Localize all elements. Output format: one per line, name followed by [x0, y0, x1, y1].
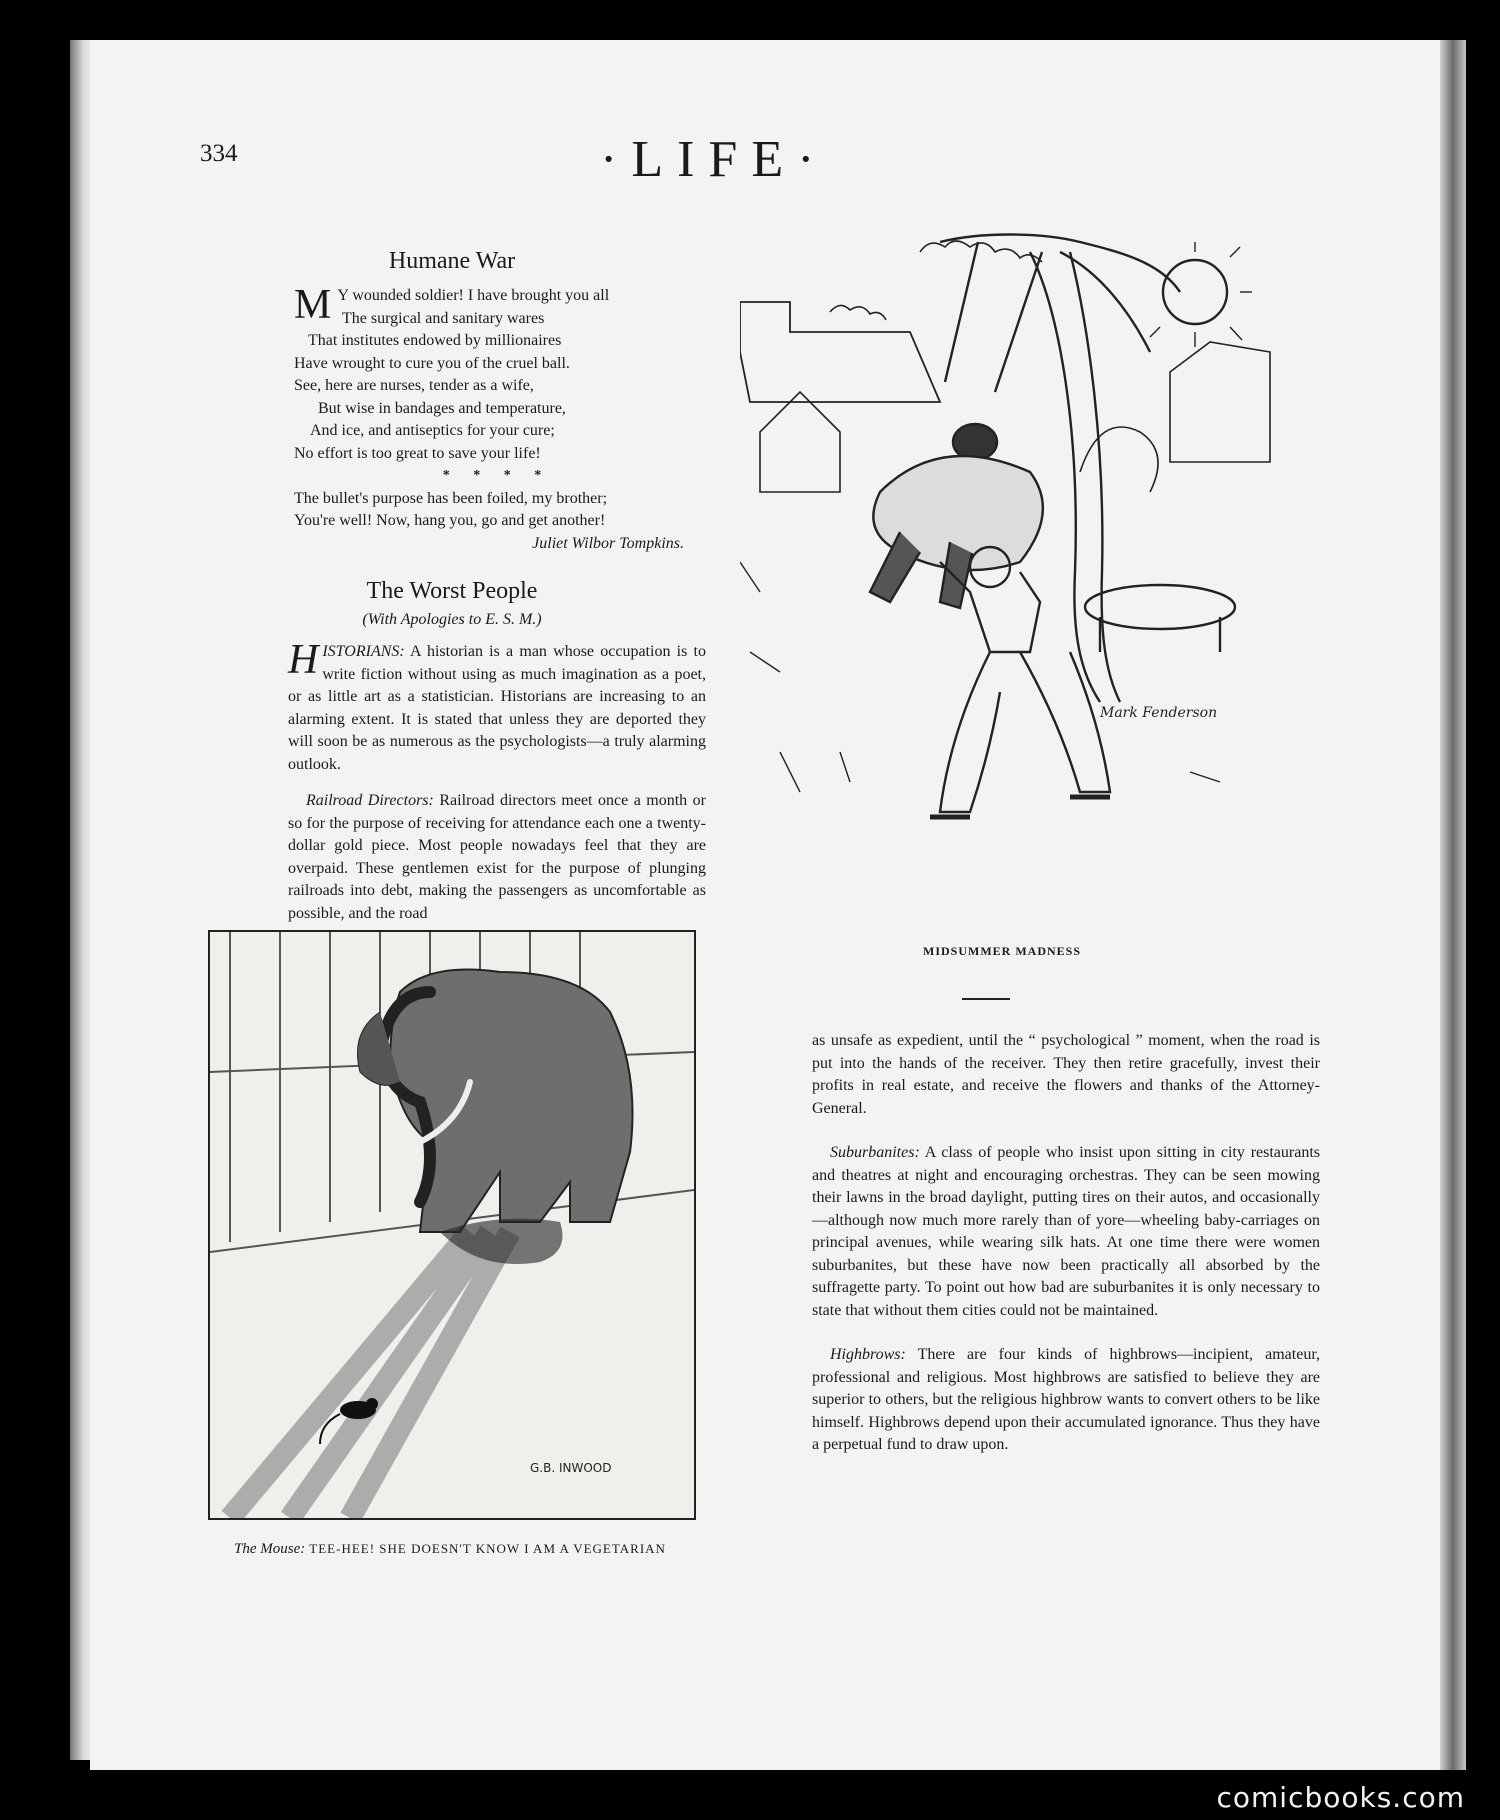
entry-lead: Suburbanites:: [830, 1144, 920, 1161]
swing-illustration: [740, 232, 1300, 932]
poem-line: Have wrought to cure you of the cruel ball.: [294, 354, 570, 372]
entry-lead: Railroad Directors:: [306, 792, 434, 809]
poem-line: Y wounded soldier! I have brought you all: [337, 287, 610, 304]
dropcap: H: [288, 637, 319, 683]
entry-lead: ISTORIANS:: [322, 643, 405, 660]
poem-line: The bullet's purpose has been foiled, my brother;: [294, 489, 608, 507]
article-subtitle: (With Apologies to E. S. M.): [362, 611, 542, 628]
poem-line: And ice, and antiseptics for your cure;: [310, 422, 555, 439]
poem-line: No effort is too great to save your life!: [294, 444, 541, 462]
article-block: [198, 578, 706, 939]
caption-text: TEE-HEE! SHE DOESN'T KNOW I AM A VEGETARIAN: [305, 1541, 666, 1556]
poem-line: See, here are nurses, tender as a wife,: [294, 377, 534, 394]
section-break: * * * *: [442, 468, 552, 483]
entry-text: Railroad directors meet once a month or so for the purpose of receiving for attendance each one a twenty-dollar gold piece. Most people nowadays feel that they are overpaid. These gentlemen exist for the purpose of plunging railroads into debt, making the passengers as uncomfortable as possible, and the road: [288, 792, 707, 922]
entry-text: as unsafe as expedient, until the “ psychological ” moment, when the road is put into the hands of the receiver. They then retire gracefully, invest their profits in real estate, and receive the flowers and thanks of the Attorney-General.: [812, 1032, 1320, 1117]
artist-signature: Mark Fenderson: [1100, 705, 1218, 721]
poem-author: Juliet Wilbor Tompkins.: [532, 534, 684, 552]
elephant-illustration: [210, 932, 694, 1518]
poem-line: But wise in bandages and temperature,: [318, 399, 566, 417]
page-edge: [70, 40, 92, 1760]
cartoon-caption: [205, 1538, 695, 1560]
poem-line: That institutes endowed by millionaires: [308, 332, 562, 349]
article-title: The Worst People: [366, 578, 538, 604]
entry-text: There are four kinds of highbrows—incipient, amateur, professional and religious. Most highbrows are satisfied to believe they are superior to others, but the religious highbrow wants to convert others to be like himself. Highbrows depend upon their accumulated ignorance. Thus they have a perpetual fund to draw upon.: [812, 1346, 1320, 1453]
artist-signature: G.B. INWOOD: [530, 1461, 612, 1475]
illustration-caption: MIDSUMMER MADNESS: [923, 944, 1081, 958]
page-number: 334: [200, 140, 238, 167]
poem-title: Humane War: [388, 248, 516, 274]
article-continued: [812, 1030, 1320, 1471]
caption-speaker: The Mouse:: [234, 1541, 306, 1557]
entry-lead: Highbrows:: [830, 1346, 906, 1363]
divider: [962, 998, 1010, 1000]
poem-line: You're well! Now, hang you, go and get another!: [294, 512, 606, 529]
entry-text: A class of people who insist upon sitting in city restaurants and theatres at night and encouraging orchestras. They can be seen mowing their lawns in the broad daylight, putting tires on their autos, and occasionally—although now much more rarely than of yore—wheeling baby-carriages on principal avenues, while wearing silk hats. At one time there were women suburbanites, but these have now been practically all absorbed by the suffragette party. To point out how bad are suburbanites it is only necessary to state that without them cities could not be maintained.: [812, 1144, 1320, 1319]
watermark: comicbooks.com: [1216, 1781, 1465, 1814]
page-edge: [1440, 40, 1466, 1770]
poem-line: The surgical and sanitary wares: [342, 309, 545, 327]
elephant-cartoon: [208, 930, 696, 1520]
poem-block: [198, 248, 706, 555]
dropcap: M: [294, 282, 332, 328]
masthead: ·LIFE·: [600, 131, 829, 188]
entry-text: A historian is a man whose occupation is to write fiction without using as much imagination as a poet, or as little art as a statistician. Historians are increasing to an alarming extent. It is stated that unless they are deported they will soon be as numerous as the psychologists—a truly alarming outlook.: [288, 643, 706, 773]
